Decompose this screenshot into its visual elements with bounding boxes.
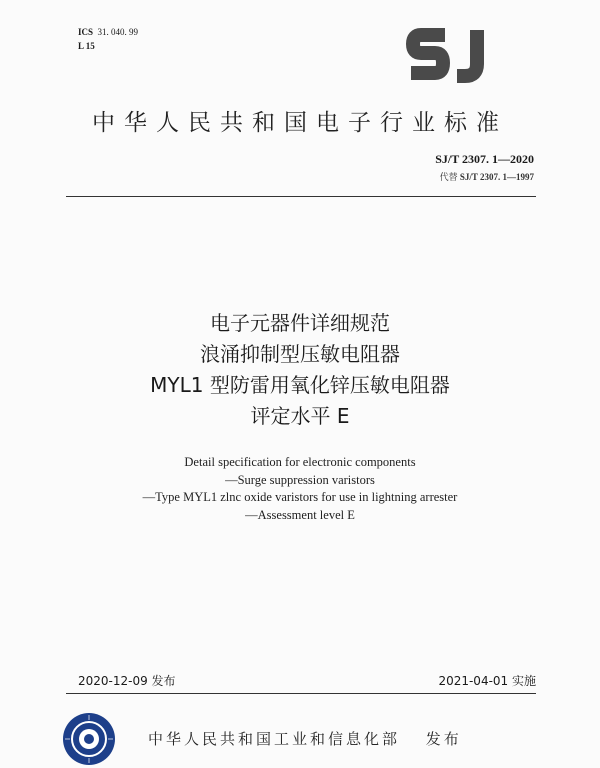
chinese-title-line-3: MYL1 型防雷用氧化锌压敏电阻器 bbox=[150, 373, 450, 397]
ics-code: 31. 040. 99 bbox=[97, 27, 139, 37]
issuer-name: 中华人民共和国工业和信息化部 bbox=[148, 730, 401, 748]
standard-number-block bbox=[435, 152, 534, 183]
ccs-code: L 15 bbox=[78, 41, 95, 51]
chinese-title-line-2: 浪涌抑制型压敏电阻器 bbox=[200, 342, 400, 366]
english-title-line-2: —Surge suppression varistors bbox=[225, 472, 375, 487]
replaces-line bbox=[435, 170, 534, 183]
publish-date: 2020-12-09 发布 bbox=[78, 674, 176, 688]
chinese-title-line-1: 电子元器件详细规范 bbox=[210, 311, 390, 335]
implement-date: 2021-04-01 实施 bbox=[438, 674, 536, 688]
ics-line bbox=[78, 25, 138, 39]
standard-category-title: 中华人民共和国电子行业标准 bbox=[92, 110, 508, 136]
anti-counterfeit-seal-icon bbox=[62, 712, 116, 766]
replaces-label: 代替 bbox=[439, 172, 458, 182]
classification-codes bbox=[78, 25, 138, 53]
chinese-title-line-4: 评定水平 E bbox=[250, 404, 350, 428]
english-title-line-3: —Type MYL1 zlnc oxide varistors for use in lightning arrester bbox=[142, 490, 458, 504]
replaces-number: SJ/T 2307. 1—1997 bbox=[459, 172, 534, 182]
sj-logo bbox=[405, 26, 495, 84]
issuer-line bbox=[148, 728, 462, 749]
english-title-line-1: Detail specification for electronic components bbox=[184, 455, 416, 469]
top-divider bbox=[66, 196, 536, 197]
english-title-line-4: —Assessment level E bbox=[245, 507, 355, 522]
issuer-action: 发布 bbox=[425, 730, 462, 748]
bottom-divider bbox=[66, 693, 536, 694]
ics-label: ICS bbox=[78, 27, 94, 37]
standard-number: SJ/T 2307. 1—2020 bbox=[435, 152, 534, 166]
english-title bbox=[0, 454, 600, 524]
chinese-title bbox=[0, 308, 600, 432]
